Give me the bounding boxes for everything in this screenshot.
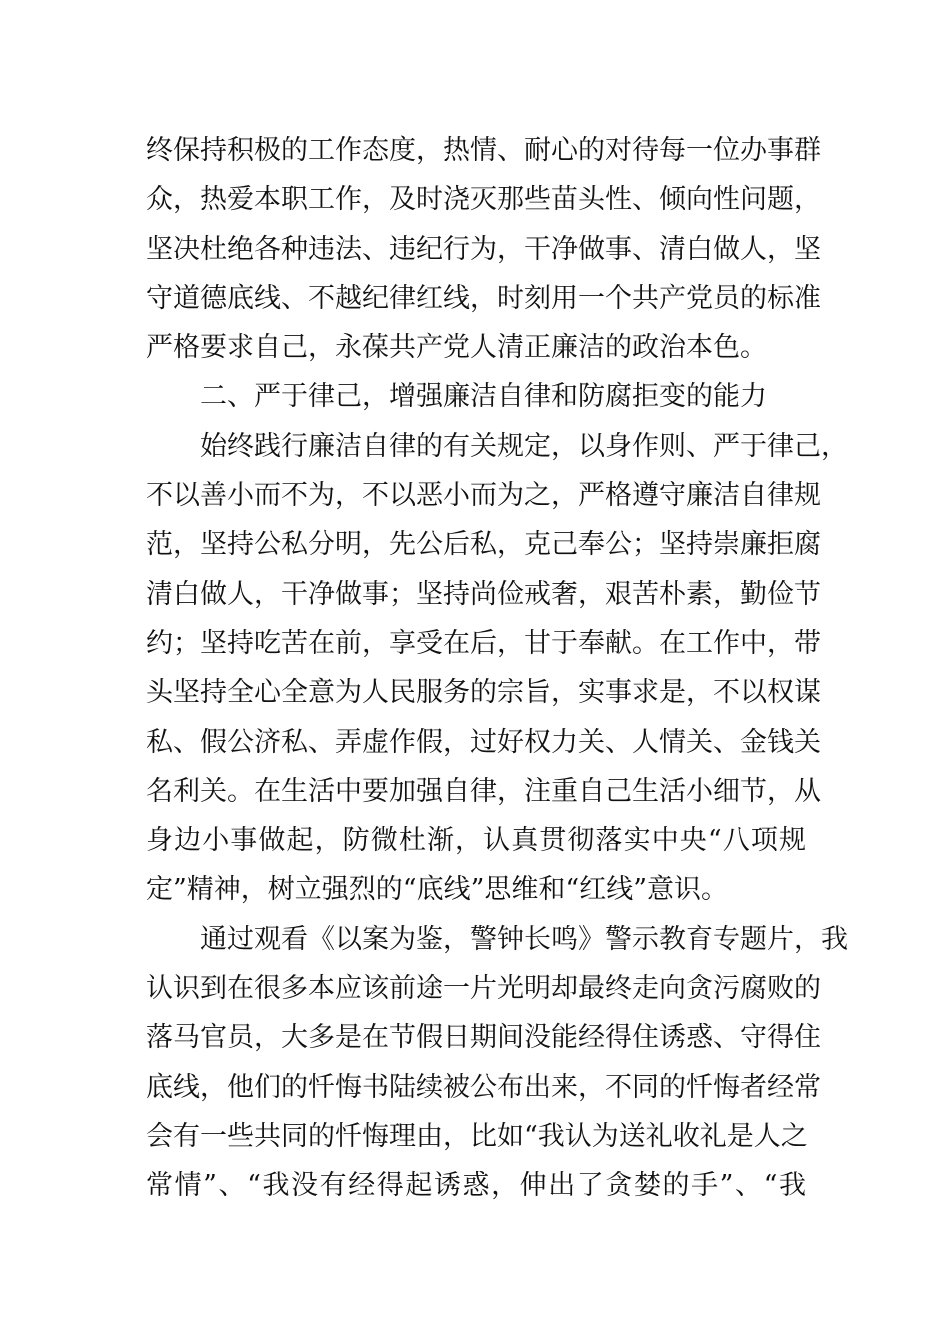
text-line: 认识到在很多本应该前途一片光明却最终走向贪污腐败的 [146,973,821,1005]
text-line: 身边小事做起，防微杜渐，认真贯彻落实中央“八项规 [146,825,806,857]
text-line: 头坚持全心全意为人民服务的宗旨，实事求是，不以权谋 [146,677,821,709]
body-text [146,126,848,1211]
text-line: 定”精神，树立强烈的“底线”思维和“红线”意识。 [146,874,729,906]
text-line: 不以善小而不为，不以恶小而为之，严格遵守廉洁自律规 [146,480,821,512]
text-line: 守道德底线、不越纪律红线，时刻用一个共产党员的标准 [146,282,821,314]
text-line: 始终践行廉洁自律的有关规定，以身作则、严于律己， [200,430,848,462]
text-line: 通过观看《以案为鉴，警钟长鸣》警示教育专题片，我 [200,923,848,955]
text-line: 坚决杜绝各种违法、违纪行为，干净做事、清白做人，坚 [146,233,821,265]
text-line: 清白做人，干净做事；坚持尚俭戒奢，艰苦朴素，勤俭节 [146,578,821,610]
text-line: 范，坚持公私分明，先公后私，克己奉公；坚持崇廉拒腐 [146,529,821,561]
text-line: 会有一些共同的忏悔理由，比如“我认为送礼收礼是人之 [146,1120,808,1152]
text-line: 落马官员，大多是在节假日期间没能经得住诱惑、守得住 [146,1022,821,1054]
section-heading: 二、严于律己，增强廉洁自律和防腐拒变的能力 [200,381,767,413]
text-line: 众，热爱本职工作，及时浇灭那些苗头性、倾向性问题， [146,184,821,216]
text-line: 终保持积极的工作态度，热情、耐心的对待每一位办事群 [146,135,821,166]
text-line: 严格要求自己，永葆共产党人清正廉洁的政治本色。 [146,332,767,364]
text-line: 私、假公济私、弄虚作假，过好权力关、人情关、金钱关 [146,726,821,758]
text-line: 约；坚持吃苦在前，享受在后，甘于奉献。在工作中，带 [146,627,821,659]
text-line: 名利关。在生活中要加强自律，注重自己生活小细节，从 [146,775,821,807]
text-line: 底线，他们的忏悔书陆续被公布出来，不同的忏悔者经常 [146,1071,821,1103]
text-line: 常情”、“我没有经得起诱惑，伸出了贪婪的手”、“我 [146,1170,806,1202]
